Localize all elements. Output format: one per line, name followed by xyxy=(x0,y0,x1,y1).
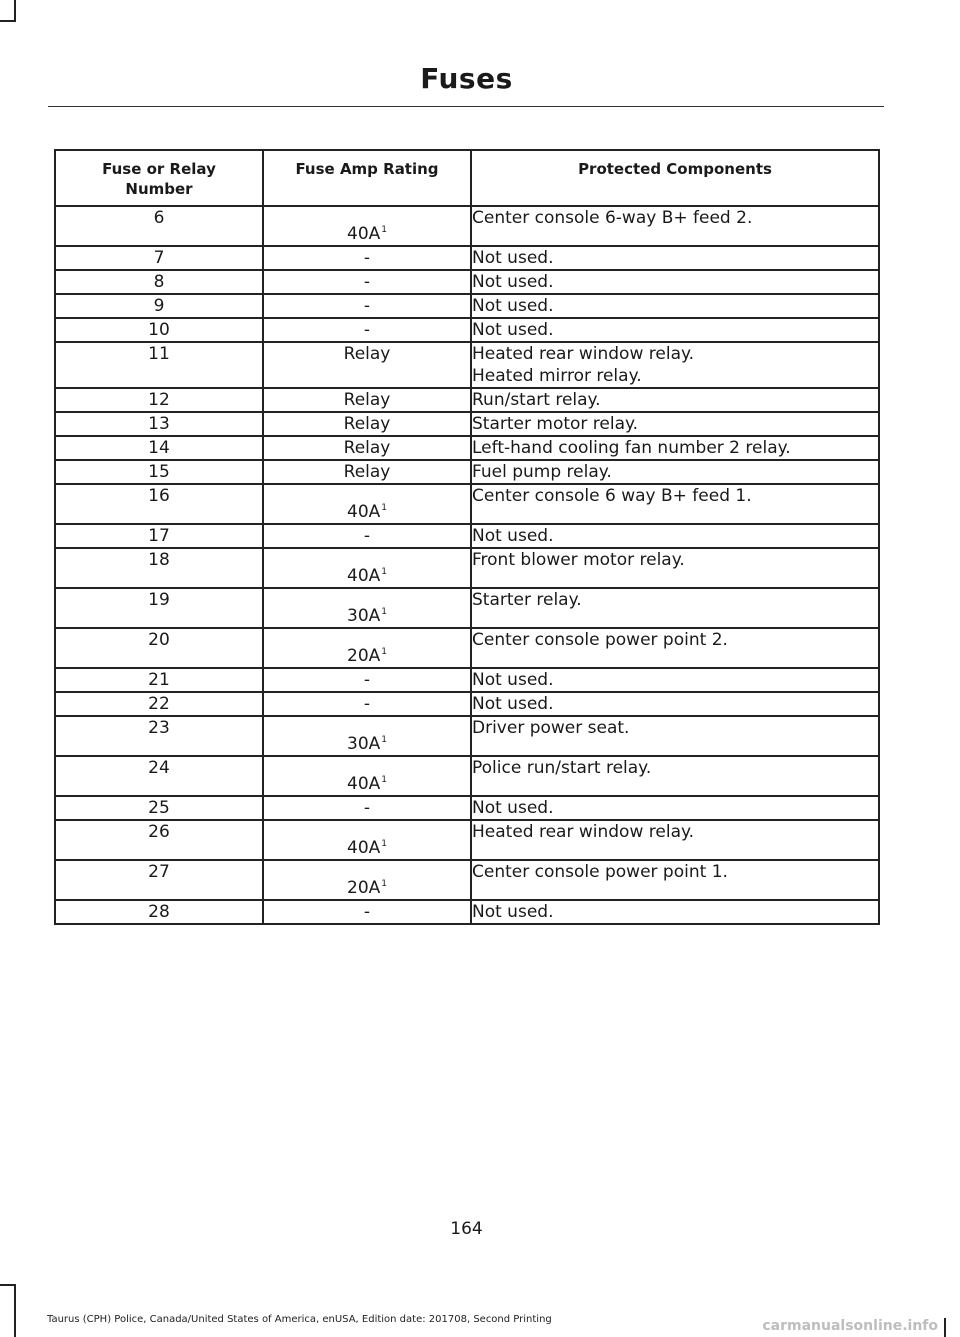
footer-edition-text: Taurus (CPH) Police, Canada/United States of America, enUSA, Edition date: 201708, Second Printing xyxy=(47,1314,552,1325)
amp-rating-value: Relay xyxy=(343,462,391,482)
protected-components-cell xyxy=(471,796,879,820)
footnote-marker: 1 xyxy=(381,607,387,618)
protected-component-line: Fuel pump relay. xyxy=(472,462,612,482)
amp-rating-value: - xyxy=(363,798,371,818)
fuse-number-cell: 7 xyxy=(55,246,263,270)
protected-component-line: Center console power point 1. xyxy=(472,862,728,882)
crop-mark-bottom-left-v xyxy=(14,1284,16,1337)
footnote-marker: 1 xyxy=(381,225,387,236)
header-fuse-number: Fuse or Relay Number xyxy=(55,150,263,206)
fuse-table xyxy=(54,149,880,925)
amp-rating-cell xyxy=(263,820,471,860)
protected-components-cell xyxy=(471,820,879,860)
protected-component-line: Not used. xyxy=(472,694,554,714)
amp-rating-cell xyxy=(263,270,471,294)
table-row xyxy=(55,548,879,588)
header-protected-components: Protected Components xyxy=(471,150,879,206)
fuse-number-cell: 28 xyxy=(55,900,263,924)
protected-component-line: Heated rear window relay. xyxy=(472,822,695,842)
fuse-number-cell: 21 xyxy=(55,668,263,692)
amp-rating-cell xyxy=(263,342,471,388)
table-row xyxy=(55,484,879,524)
protected-components-cell xyxy=(471,388,879,412)
protected-components-cell xyxy=(471,436,879,460)
table-row xyxy=(55,796,879,820)
amp-rating-cell xyxy=(263,524,471,548)
protected-component-line: Left-hand cooling fan number 2 relay. xyxy=(472,438,791,458)
amp-rating-value: 40A xyxy=(347,502,381,522)
fuse-number-cell: 23 xyxy=(55,716,263,756)
amp-rating-cell xyxy=(263,548,471,588)
table-row xyxy=(55,588,879,628)
amp-rating-cell xyxy=(263,484,471,524)
table-row xyxy=(55,342,879,388)
protected-components-cell xyxy=(471,692,879,716)
table-row xyxy=(55,436,879,460)
protected-component-line: Heated mirror relay. xyxy=(472,366,642,386)
fuse-table-body xyxy=(55,206,879,924)
footnote-marker: 1 xyxy=(381,879,387,890)
protected-component-line: Starter relay. xyxy=(472,590,582,610)
fuse-number-cell: 27 xyxy=(55,860,263,900)
amp-rating-cell xyxy=(263,412,471,436)
amp-rating-value: 40A xyxy=(347,774,381,794)
amp-rating-cell xyxy=(263,460,471,484)
fuse-number-cell: 16 xyxy=(55,484,263,524)
amp-rating-cell xyxy=(263,756,471,796)
protected-components-cell xyxy=(471,900,879,924)
page-title: Fuses xyxy=(420,62,513,95)
table-row xyxy=(55,524,879,548)
protected-components-cell xyxy=(471,524,879,548)
table-row xyxy=(55,628,879,668)
fuse-number-cell: 15 xyxy=(55,460,263,484)
header-amp-rating: Fuse Amp Rating xyxy=(263,150,471,206)
amp-rating-cell xyxy=(263,294,471,318)
table-row xyxy=(55,716,879,756)
protected-component-line: Not used. xyxy=(472,296,554,316)
fuse-number-cell: 13 xyxy=(55,412,263,436)
protected-components-cell xyxy=(471,460,879,484)
fuse-number-cell: 17 xyxy=(55,524,263,548)
amp-rating-cell xyxy=(263,716,471,756)
fuse-number-cell: 19 xyxy=(55,588,263,628)
crop-mark-bottom-left-h xyxy=(0,1284,16,1286)
amp-rating-value: 30A xyxy=(347,606,381,626)
amp-rating-value: - xyxy=(363,902,371,922)
amp-rating-cell xyxy=(263,628,471,668)
fuse-number-cell: 11 xyxy=(55,342,263,388)
protected-component-line: Not used. xyxy=(472,902,554,922)
protected-components-cell xyxy=(471,548,879,588)
amp-rating-value: 40A xyxy=(347,566,381,586)
protected-component-line: Not used. xyxy=(472,272,554,292)
amp-rating-value: 40A xyxy=(347,838,381,858)
protected-component-line: Heated rear window relay. xyxy=(472,344,695,364)
crop-mark-bottom-right-v xyxy=(944,1318,946,1337)
protected-components-cell xyxy=(471,246,879,270)
protected-components-cell xyxy=(471,756,879,796)
table-row xyxy=(55,294,879,318)
protected-components-cell xyxy=(471,668,879,692)
fuse-number-cell: 9 xyxy=(55,294,263,318)
amp-rating-cell xyxy=(263,318,471,342)
amp-rating-cell xyxy=(263,206,471,246)
table-row xyxy=(55,860,879,900)
amp-rating-value: Relay xyxy=(343,438,391,458)
amp-rating-value: Relay xyxy=(343,344,391,364)
page-number: 164 xyxy=(450,1219,483,1239)
amp-rating-value: - xyxy=(363,272,371,292)
amp-rating-value: - xyxy=(363,670,371,690)
watermark: carmanualsonline.info xyxy=(762,1318,938,1334)
table-row xyxy=(55,692,879,716)
footnote-marker: 1 xyxy=(381,735,387,746)
protected-component-line: Not used. xyxy=(472,526,554,546)
protected-component-line: Center console 6-way B+ feed 2. xyxy=(472,208,753,228)
fuse-number-cell: 26 xyxy=(55,820,263,860)
protected-component-line: Police run/start relay. xyxy=(472,758,652,778)
protected-components-cell xyxy=(471,484,879,524)
protected-components-cell xyxy=(471,318,879,342)
amp-rating-value: - xyxy=(363,248,371,268)
amp-rating-cell xyxy=(263,388,471,412)
amp-rating-cell xyxy=(263,668,471,692)
amp-rating-value: Relay xyxy=(343,390,391,410)
fuse-number-cell: 8 xyxy=(55,270,263,294)
protected-component-line: Not used. xyxy=(472,798,554,818)
table-row xyxy=(55,668,879,692)
table-header-row xyxy=(55,150,879,206)
amp-rating-value: - xyxy=(363,526,371,546)
amp-rating-value: - xyxy=(363,694,371,714)
footnote-marker: 1 xyxy=(381,503,387,514)
table-row xyxy=(55,388,879,412)
protected-components-cell xyxy=(471,342,879,388)
protected-component-line: Front blower motor relay. xyxy=(472,550,685,570)
amp-rating-cell xyxy=(263,860,471,900)
amp-rating-cell xyxy=(263,588,471,628)
fuse-number-cell: 22 xyxy=(55,692,263,716)
fuse-number-cell: 20 xyxy=(55,628,263,668)
protected-component-line: Starter motor relay. xyxy=(472,414,639,434)
protected-components-cell xyxy=(471,412,879,436)
footnote-marker: 1 xyxy=(381,839,387,850)
table-row xyxy=(55,246,879,270)
protected-components-cell xyxy=(471,270,879,294)
table-row xyxy=(55,460,879,484)
protected-component-line: Center console power point 2. xyxy=(472,630,728,650)
fuse-number-cell: 10 xyxy=(55,318,263,342)
amp-rating-value: Relay xyxy=(343,414,391,434)
protected-component-line: Run/start relay. xyxy=(472,390,601,410)
protected-components-cell xyxy=(471,294,879,318)
title-divider xyxy=(48,106,884,107)
amp-rating-value: - xyxy=(363,320,371,340)
fuse-number-cell: 24 xyxy=(55,756,263,796)
fuse-number-cell: 25 xyxy=(55,796,263,820)
crop-mark-top-left-v xyxy=(14,0,16,22)
footnote-marker: 1 xyxy=(381,775,387,786)
protected-component-line: Driver power seat. xyxy=(472,718,630,738)
fuse-number-cell: 14 xyxy=(55,436,263,460)
protected-components-cell xyxy=(471,588,879,628)
amp-rating-value: - xyxy=(363,296,371,316)
protected-components-cell xyxy=(471,206,879,246)
fuse-number-cell: 6 xyxy=(55,206,263,246)
crop-mark-top-left-h xyxy=(0,20,16,22)
fuse-number-cell: 12 xyxy=(55,388,263,412)
table-row xyxy=(55,318,879,342)
table-row xyxy=(55,900,879,924)
protected-component-line: Not used. xyxy=(472,320,554,340)
protected-components-cell xyxy=(471,716,879,756)
footnote-marker: 1 xyxy=(381,647,387,658)
amp-rating-cell xyxy=(263,436,471,460)
amp-rating-cell xyxy=(263,900,471,924)
table-row xyxy=(55,206,879,246)
amp-rating-value: 40A xyxy=(347,224,381,244)
table-row xyxy=(55,756,879,796)
amp-rating-value: 20A xyxy=(347,646,381,666)
amp-rating-value: 30A xyxy=(347,734,381,754)
footnote-marker: 1 xyxy=(381,567,387,578)
amp-rating-cell xyxy=(263,246,471,270)
protected-component-line: Center console 6 way B+ feed 1. xyxy=(472,486,752,506)
protected-component-line: Not used. xyxy=(472,248,554,268)
amp-rating-value: 20A xyxy=(347,878,381,898)
protected-component-line: Not used. xyxy=(472,670,554,690)
table-row xyxy=(55,270,879,294)
table-row xyxy=(55,412,879,436)
fuse-number-cell: 18 xyxy=(55,548,263,588)
protected-components-cell xyxy=(471,628,879,668)
protected-components-cell xyxy=(471,860,879,900)
amp-rating-cell xyxy=(263,796,471,820)
table-row xyxy=(55,820,879,860)
amp-rating-cell xyxy=(263,692,471,716)
